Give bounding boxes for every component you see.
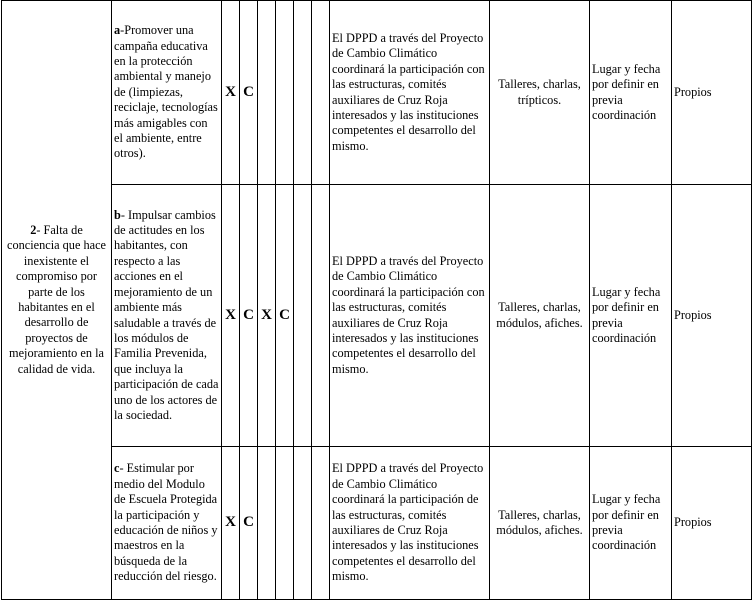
problem-text: - Falta de conciencia que hace inexistente el compromiso por parte de los habitantes en el desarrollo de proyectos de mejoramiento en la calidad de vida. <box>7 222 106 376</box>
schedule-mark <box>294 185 312 447</box>
responsible-cell: El DPPD a través del Proyecto de Cambio Climático coordinará la participación con las estructuras, comités auxiliares de Cruz Roja interesados y las instituciones competentes el desarrollo del mismo. <box>330 185 490 447</box>
means-cell: Talleres, charlas, trípticos. <box>490 1 590 185</box>
objective-text: - Estimular por medio del Modulo de Escuela Protegida la participación y educación de niños y maestros en la búsqueda de la reducción del riesgo. <box>114 461 218 584</box>
schedule-mark: X <box>258 185 276 447</box>
schedule-mark <box>258 1 276 185</box>
objective-cell <box>112 1 222 185</box>
table-row <box>2 447 752 600</box>
objective-label: b <box>114 207 121 222</box>
action-plan-table <box>1 0 752 600</box>
schedule-mark <box>312 1 330 185</box>
means-cell: Talleres, charlas, módulos, afiches. <box>490 447 590 600</box>
objective-cell <box>112 185 222 447</box>
schedule-mark: X <box>222 185 240 447</box>
schedule-mark: C <box>276 185 294 447</box>
schedule-mark <box>294 447 312 600</box>
schedule-mark: C <box>240 185 258 447</box>
funds-cell: Propios <box>672 447 752 600</box>
objective-text: - Impulsar cambios de actitudes en los habitantes, con respecto a las acciones en el mejoramiento de un ambiente más saludable a través de los módulos de Familia Prevenida, que incluya la participación de cada uno de los actores de la sociedad. <box>114 207 219 422</box>
responsible-cell: El DPPD a través del Proyecto de Cambio Climático coordinará la participación de las estructuras, comités auxiliares de Cruz Roja interesados y las instituciones competentes el desarrollo del mismo. <box>330 447 490 600</box>
schedule-mark <box>312 447 330 600</box>
schedule-mark <box>276 447 294 600</box>
place-date-cell: Lugar y fecha por definir en previa coordinación <box>590 185 672 447</box>
schedule-mark <box>312 185 330 447</box>
responsible-cell: El DPPD a través del Proyecto de Cambio Climático coordinará la participación con las estructuras, comités auxiliares de Cruz Roja interesados y las instituciones competentes el desarrollo del mismo. <box>330 1 490 185</box>
objective-cell <box>112 447 222 600</box>
table-row <box>2 185 752 447</box>
schedule-mark: X <box>222 447 240 600</box>
problem-cell <box>2 1 112 600</box>
problem-number: 2 <box>30 222 37 237</box>
schedule-mark: X <box>222 1 240 185</box>
funds-cell: Propios <box>672 185 752 447</box>
funds-cell: Propios <box>672 1 752 185</box>
objective-label: c <box>114 461 120 476</box>
table-row <box>2 1 752 185</box>
place-date-cell: Lugar y fecha por definir en previa coordinación <box>590 1 672 185</box>
means-cell: Talleres, charlas, módulos, afiches. <box>490 185 590 447</box>
schedule-mark <box>258 447 276 600</box>
schedule-mark <box>276 1 294 185</box>
schedule-mark: C <box>240 447 258 600</box>
schedule-mark <box>294 1 312 185</box>
schedule-mark: C <box>240 1 258 185</box>
place-date-cell: Lugar y fecha por definir en previa coordinación <box>590 447 672 600</box>
objective-text: -Promover una campaña educativa en la protección ambiental y manejo de (limpiezas, reciclaje, tecnologías más amigables con el ambiente, entre otros). <box>114 23 218 161</box>
objective-label: a <box>114 23 121 38</box>
